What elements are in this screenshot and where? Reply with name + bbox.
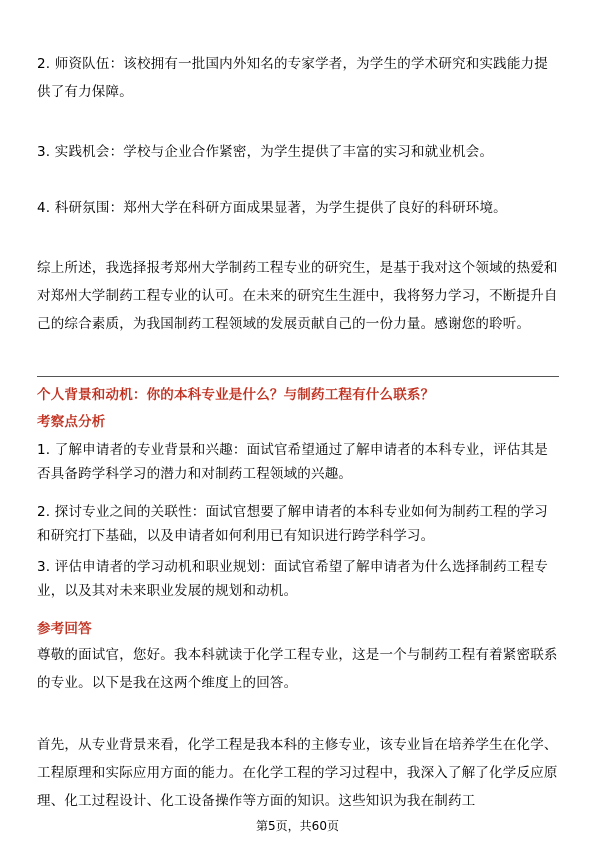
paragraph-conclusion: 综上所述，我选择报考郑州大学制药工程专业的研究生，是基于我对这个领域的热爱和对郑州大学制药工程专业的认可。在未来的研究生生涯中，我将努力学习，不断提升自己的综合素质，为我国制药工程领域的发展贡献自己的一份力量。感谢您的聆听。: [37, 260, 558, 332]
section-divider: [37, 376, 559, 377]
answer-paragraph: 首先，从专业背景来看，化学工程是我本科的主修专业，该专业旨在培养学生在化学、工程原理和实际应用方面的能力。在化学工程的学习过程中，我深入了解了化学反应原理、化工过程设计、化工设备操作等方面的知识。这些知识为我在制药工: [37, 737, 558, 809]
page-number-footer: 第5页，共60页: [256, 819, 339, 833]
analysis-heading: 考察点分析: [37, 414, 106, 430]
analysis-item: 1. 了解申请者的专业背景和兴趣：面试官希望通过了解申请者的本科专业，评估其是否具备跨学科学习的潜力和对制药工程领域的兴趣。: [37, 442, 548, 482]
answer-paragraph: 尊敬的面试官，您好。我本科就读于化学工程专业，这是一个与制药工程有着紧密联系的专业。以下是我在这两个维度上的回答。: [37, 647, 558, 691]
analysis-item: 2. 探讨专业之间的关联性：面试官想要了解申请者的本科专业如何为制药工程的学习和研究打下基础，以及申请者如何利用已有知识进行跨学科学习。: [37, 504, 548, 544]
answer-heading: 参考回答: [37, 621, 92, 637]
analysis-item: 3. 评估申请者的学习动机和职业规划：面试官希望了解申请者为什么选择制药工程专业，以及其对未来职业发展的规划和动机。: [37, 559, 548, 599]
paragraph-practice: 3. 实践机会：学校与企业合作紧密，为学生提供了丰富的实习和就业机会。: [37, 144, 494, 160]
paragraph-research: 4. 科研氛围：郑州大学在科研方面成果显著，为学生提供了良好的科研环境。: [37, 200, 507, 216]
question-heading: 个人背景和动机：你的本科专业是什么？与制药工程有什么联系？: [37, 387, 435, 403]
paragraph-faculty: 2. 师资队伍：该校拥有一批国内外知名的专家学者，为学生的学术研究和实践能力提供了有力保障。: [37, 56, 548, 100]
